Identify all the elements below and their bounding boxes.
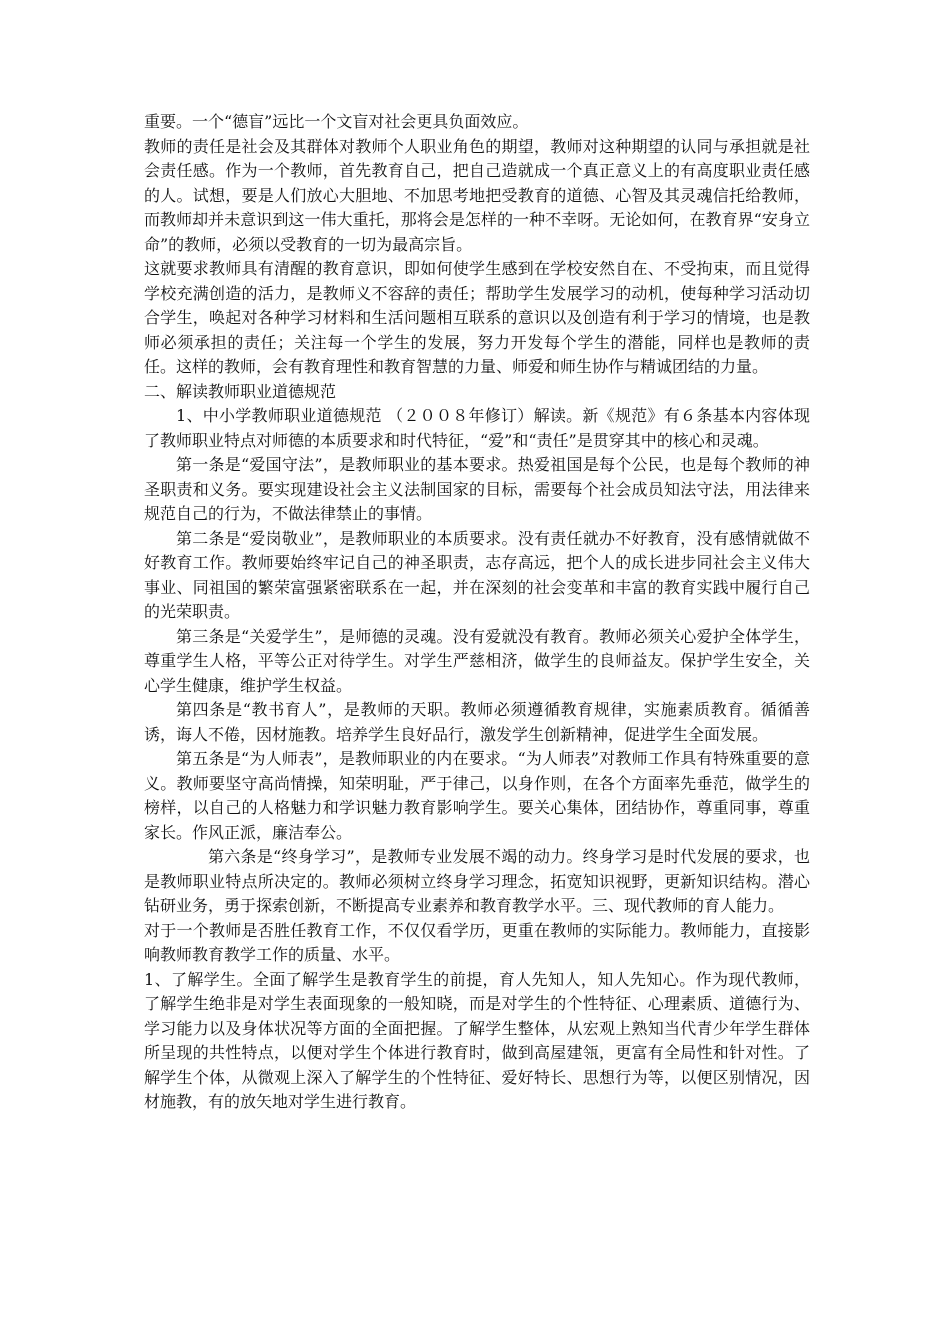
paragraph-article-3: 第三条是“关爱学生”，是师德的灵魂。没有爱就没有教育。教师必须关心爱护全体学生，尊重学生人格，平等公正对待学生。对学生严慈相济，做学生的良师益友。保护学生安全，关心学生健康，维护学生权益。 <box>144 626 810 695</box>
paragraph-continuation: 重要。一个“德盲”远比一个文盲对社会更具负面效应。 <box>144 112 529 131</box>
paragraph-education-awareness: 这就要求教师具有清醒的教育意识，即如何使学生感到在学校安然自在、不受拘束，而且觉得学校充满创造的活力，是教师义不容辞的责任；帮助学生发展学习的动机，使每种学习活动切合学生，唤起对各种学习材料和生活问题相互联系的意识以及创造有利于学习的情境，也是教师必须承担的责任；关注每一个学生的发展，努力开发每个学生的潜能，同样也是教师的责任。这样的教师，会有教育理性和教育智慧的力量、师爱和师生协作与精诚团结的力量。 <box>144 259 810 376</box>
paragraph-teacher-ability: 对于一个教师是否胜任教育工作，不仅仅看学历，更重在教师的实际能力。教师能力，直接影响教师教育教学工作的质量、水平。 <box>144 920 810 964</box>
paragraph-article-6: 第六条是“终身学习”，是教师专业发展不竭的动力。终身学习是时代发展的要求，也是教师职业特点所决定的。教师必须树立终身学习理念，拓宽知识视野，更新知识结构。潜心钻研业务，勇于探索创新，不断提高专业素养和教育教学水平。三、现代教师的育人能力。 <box>144 847 810 915</box>
section-heading-ethics-norms: 二、解读教师职业道德规范 <box>144 381 337 401</box>
paragraph-teacher-responsibility: 教师的责任是社会及其群体对教师个人职业角色的期望，教师对这种期望的认同与承担就是社会责任感。作为一个教师，首先教育自己，把自己造就成一个真正意义上的有高度职业责任感的人。试想，要是人们放心大胆地、不加思考地把受教育的道德、心智及其灵魂信托给教师，而教师却并未意识到这一伟大重托，那将会是怎样的一种不幸呀。无论如何，在教育界“安身立命”的教师，必须以受教育的一切为最高宗旨。 <box>144 136 810 254</box>
paragraph-understand-students: 1、了解学生。全面了解学生是教育学生的前提，育人先知人，知人先知心。作为现代教师，了解学生绝非是对学生表面现象的一般知晓，而是对学生的个性特征、心理素质、道德行为、学习能力以及身体状况等方面的全面把握。了解学生整体，从宏观上熟知当代青少年学生群体所呈现的共性特点，以便对学生个体进行教育时，做到高屋建瓴，更富有全局性和针对性。了解学生个体，从微观上深入了解学生的个性特征、爱好特长、思想行为等，以便区别情况，因材施教，有的放矢地对学生进行教育。 <box>144 969 810 1111</box>
paragraph-article-1: 第一条是“爱国守法”，是教师职业的基本要求。热爱祖国是每个公民，也是每个教师的神圣职责和义务。要实现建设社会主义法制国家的目标，需要每个社会成员知法守法，用法律来规范自己的行为，不做法律禁止的事情。 <box>144 455 810 523</box>
paragraph-article-4: 第四条是“教书育人”，是教师的天职。教师必须遵循教育规律，实施素质教育。循循善诱，诲人不倦，因材施教。培养学生良好品行，激发学生创新精神，促进学生全面发展。 <box>144 700 810 744</box>
paragraph-article-5: 第五条是“为人师表”，是教师职业的内在要求。“为人师表”对教师工作具有特殊重要的意义。教师要坚守高尚情操，知荣明耻，严于律己，以身作则，在各个方面率先垂范，做学生的榜样，以自己的人格魅力和学识魅力教育影响学生。要关心集体，团结协作，尊重同事，尊重家长。作风正派，廉洁奉公。 <box>144 749 810 842</box>
paragraph-article-2: 第二条是“爱岗敬业”，是教师职业的本质要求。没有责任就办不好教育，没有感情就做不好教育工作。教师要始终牢记自己的神圣职责，志存高远，把个人的成长进步同社会主义伟大事业、同祖国的繁荣富强紧密联系在一起，并在深刻的社会变革和丰富的教育实践中履行自己的光荣职责。 <box>144 528 810 621</box>
paragraph-norms-interpretation: 1、中小学教师职业道德规范 （２００８年修订）解读。新《规范》有６条基本内容体现了教师职业特点对师德的本质要求和时代特征，“爱”和“责任”是贯穿其中的核心和灵魂。 <box>144 406 810 450</box>
document-page <box>144 110 810 1115</box>
